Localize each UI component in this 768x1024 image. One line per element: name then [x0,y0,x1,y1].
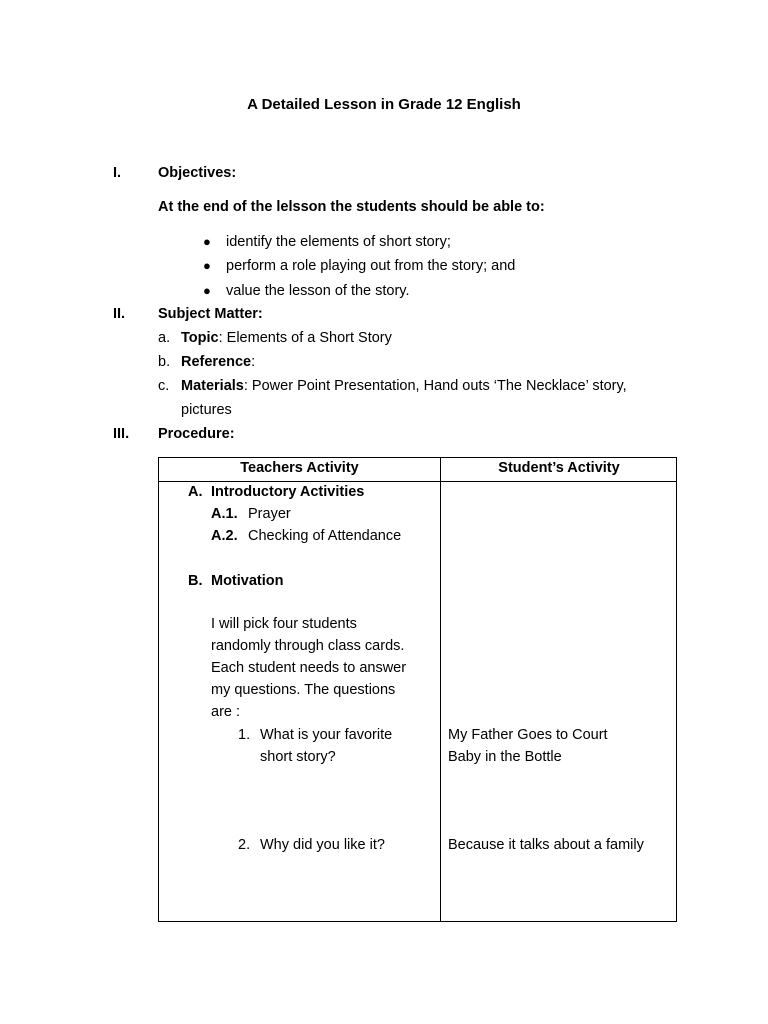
topic-label: Topic [181,330,219,346]
section-3-numeral: III. [113,426,130,442]
document-title: A Detailed Lesson in Grade 12 English [247,96,521,113]
subject-item-letter: b. [158,354,171,370]
reference-item: Reference: [181,354,256,370]
motivation-line: randomly through class cards. [211,638,405,654]
introductory-activities-heading: Introductory Activities [211,484,365,500]
section-2-numeral: II. [113,306,126,322]
materials-item: Materials: Power Point Presentation, Hand outs ‘The Necklace’ story, [181,378,627,394]
bullet-icon: ● [203,234,211,249]
question-1-text-continued: short story? [260,749,336,765]
column-divider [440,458,441,921]
subject-item-letter: c. [158,378,170,394]
answer-1-line: Baby in the Bottle [448,749,562,765]
objective-item: identify the elements of short story; [226,234,451,250]
motivation-line: are : [211,704,241,720]
motivation-line: my questions. The questions [211,682,396,698]
answer-1-line: My Father Goes to Court [448,727,608,743]
procedure-table [158,457,677,922]
a2-number: A.2. [211,528,238,544]
motivation-heading: Motivation [211,573,284,589]
materials-value-continued: pictures [181,402,232,418]
bullet-icon: ● [203,258,211,273]
materials-value: Power Point Presentation, Hand outs ‘The Necklace’ story, [247,378,627,394]
question-1-text: What is your favorite [260,727,393,743]
objective-item: perform a role playing out from the story; and [226,258,516,274]
procedure-heading: Procedure: [158,426,235,442]
question-2-text: Why did you like it? [260,837,385,853]
bullet-icon: ● [203,283,211,298]
attendance-text: Checking of Attendance [248,528,402,544]
topic-item: Topic: Elements of a Short Story [181,330,392,346]
question-2-number: 2. [238,837,251,853]
motivation-line: I will pick four students [211,616,357,632]
teachers-activity-header: Teachers Activity [240,460,359,476]
topic-value: Elements of a Short Story [222,330,392,346]
objective-item: value the lesson of the story. [226,283,410,299]
subject-item-letter: a. [158,330,171,346]
a1-number: A.1. [211,506,238,522]
prayer-text: Prayer [248,506,291,522]
motivation-line: Each student needs to answer [211,660,407,676]
part-b-letter: B. [188,573,203,589]
section-1-numeral: I. [113,165,122,181]
question-1-number: 1. [238,727,251,743]
answer-2: Because it talks about a family [448,837,644,853]
students-activity-header: Student’s Activity [498,460,620,476]
header-divider [159,481,676,482]
objectives-intro: At the end of the lelsson the students should be able to: [158,199,545,215]
materials-label: Materials [181,378,244,394]
reference-label: Reference [181,354,252,370]
part-a-letter: A. [188,484,203,500]
subject-matter-heading: Subject Matter: [158,306,263,322]
objectives-heading: Objectives: [158,165,237,181]
